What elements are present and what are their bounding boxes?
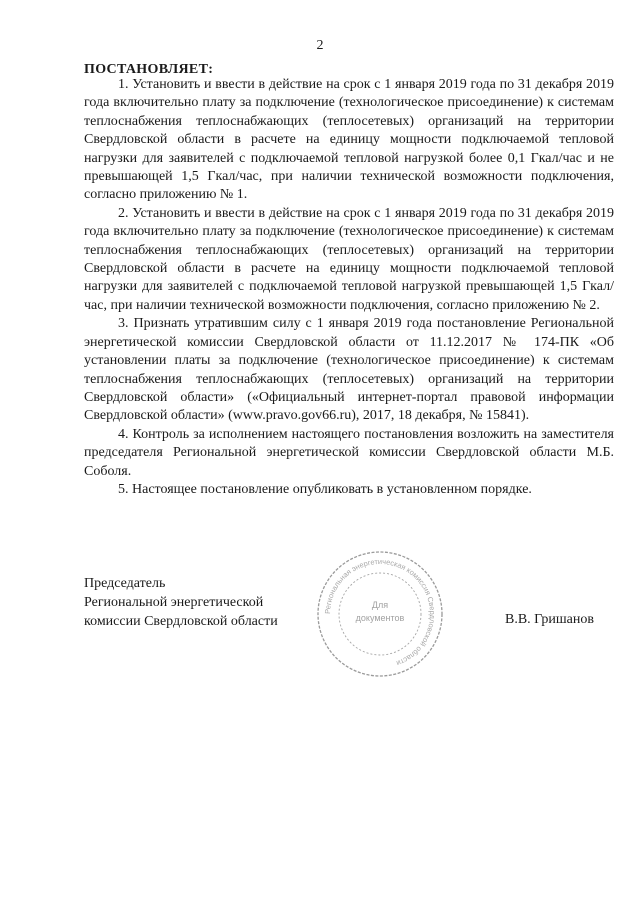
signature-position-line: комиссии Свердловской области xyxy=(84,614,278,629)
paragraph-1: 1. Установить и ввести в действие на срок с 1 января 2019 года по 31 декабря 2019 года включительно плату за подключение (технологическое присоединение) к системам теплоснабжения теплоснабжающих (теплосетевых) организаций на территории Свердловской области в расчете на единицу мощности подключаемой тепловой нагрузки для заявителей с подключаемой тепловой нагрузкой более 0,1 Гкал/час и не превышающей 1,5 Гкал/час, при наличии технической возможности подключения, согласно приложению № 1. xyxy=(84,77,614,203)
paragraph-3: 3. Признать утратившим силу с 1 января 2019 года постановление Региональной энергетической комиссии Свердловской области от 11.12.2017 № 174-ПК «Об установлении платы за подключение (технологическое присоединение) к системам теплоснабжения теплоснабжающих (теплосетевых) организаций на территории Свердловской области» («Официальный интернет-портал правовой информации Свердловской области» (www.pravo.gov66.ru), 2017, 18 декабря, № 15841). xyxy=(84,316,614,424)
signature-position-line: Председатель xyxy=(84,576,166,591)
paragraph-2: 2. Установить и ввести в действие на срок с 1 января 2019 года по 31 декабря 2019 года включительно плату за подключение (технологическое присоединение) к системам теплоснабжения теплоснабжающих (теплосетевых) организаций на территории Свердловской области в расчете на единицу мощности подключаемой тепловой нагрузки для заявителей с подключаемой тепловой нагрузкой превышающей 1,5 Гкал/час, при наличии технической возможности подключения, согласно приложению № 2. xyxy=(84,205,614,313)
resolution-heading: ПОСТАНОВЛЯЕТ: xyxy=(84,62,214,77)
paragraph-4: 4. Контроль за исполнением настоящего постановления возложить на заместителя председателя Региональной энергетической комиссии Свердловской области М.Б. Соболя. xyxy=(84,426,614,479)
seal-center-line: документов xyxy=(355,613,405,623)
resolution-body xyxy=(84,76,614,499)
signer-name: В.В. Гришанов xyxy=(505,612,594,627)
official-seal-stamp xyxy=(314,548,446,680)
signature-position xyxy=(84,574,278,631)
signature-position-line: Региональной энергетической xyxy=(84,595,264,610)
paragraph-5: 5. Настоящее постановление опубликовать в установленном порядке. xyxy=(118,481,532,497)
seal-ring-text: Региональная энергетическая комиссия Свердловской области xyxy=(322,556,438,668)
seal-center-line: Для xyxy=(371,600,389,610)
page-number: 2 xyxy=(316,38,324,53)
